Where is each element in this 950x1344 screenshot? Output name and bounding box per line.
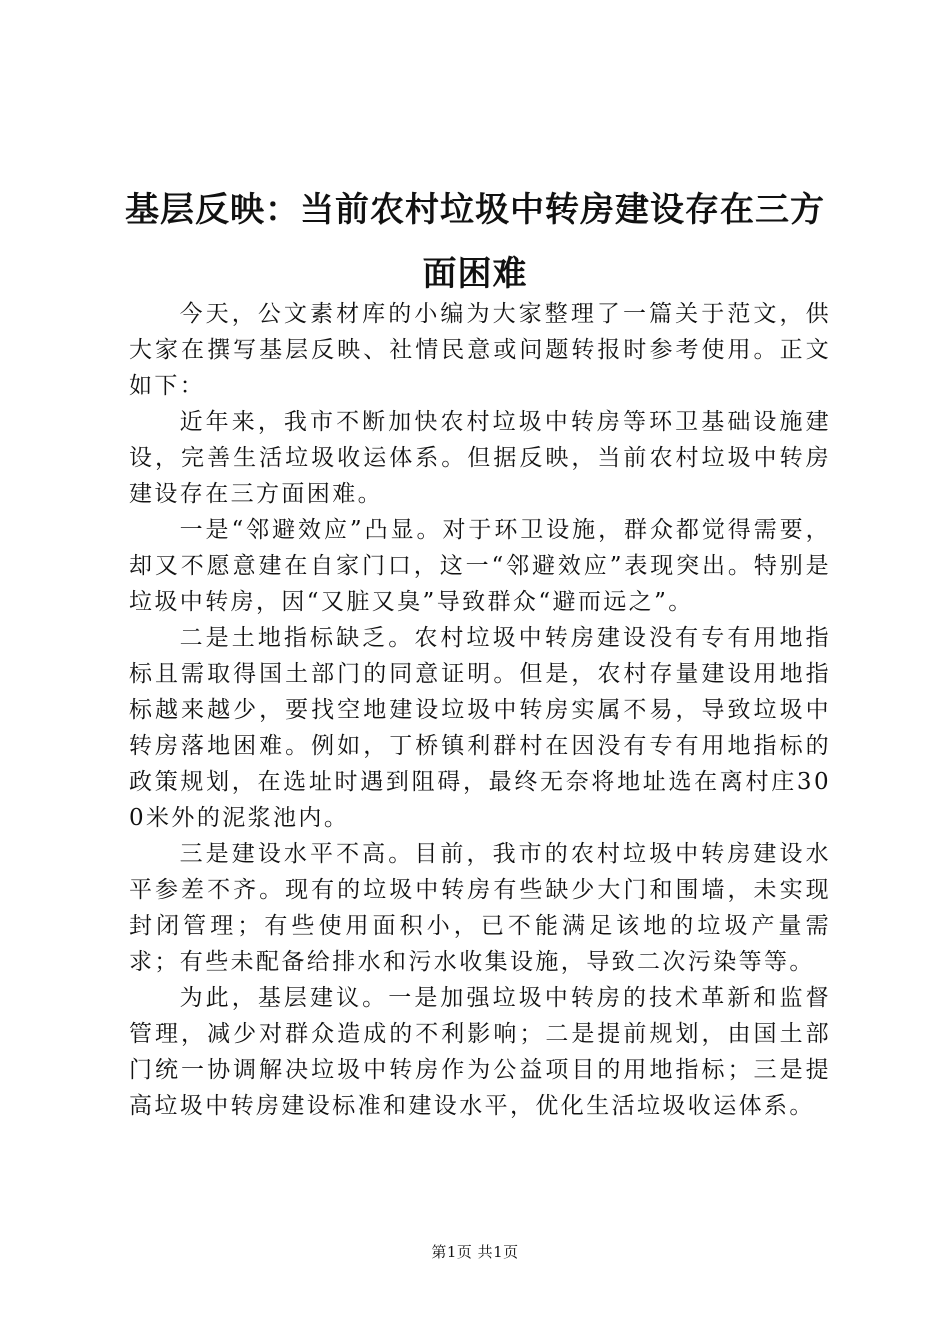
page-number-footer: 第1页 共1页 [431, 1243, 519, 1261]
paragraph-suggestions: 为此，基层建议。一是加强垃圾中转房的技术革新和监督管理，减少对群众造成的不利影响；二是提前规划，由国土部门统一协调解决垃圾中转房作为公益项目的用地指标；三是提高垃圾中转房建设标准和建设水平，优化生活垃圾收运体系。 [129, 985, 831, 1119]
document-title: 基层反映：当前农村垃圾中转房建设存在三方面困难 [125, 190, 825, 294]
document-body [129, 296, 831, 1124]
paragraph-point-two: 二是土地指标缺乏。农村垃圾中转房建设没有专有用地指标且需取得国土部门的同意证明。但是，农村存量建设用地指标越来越少，要找空地建设垃圾中转房实属不易，导致垃圾中转房落地困难。例如，丁桥镇利群村在因没有专有用地指标的政策规划，在选址时遇到阻碍，最终无奈将地址选在离村庄300米外的泥浆池内。 [129, 625, 831, 831]
paragraph-point-one: 一是“邻避效应”凸显。对于环卫设施，群众都觉得需要，却又不愿意建在自家门口，这一“邻避效应”表现突出。特别是垃圾中转房，因“又脏又臭”导致群众“避而远之”。 [129, 517, 831, 615]
paragraph-background: 近年来，我市不断加快农村垃圾中转房等环卫基础设施建设，完善生活垃圾收运体系。但据反映，当前农村垃圾中转房建设存在三方面困难。 [129, 409, 831, 507]
paragraph-intro: 今天，公文素材库的小编为大家整理了一篇关于范文，供大家在撰写基层反映、社情民意或问题转报时参考使用。正文如下： [129, 301, 831, 399]
paragraph-point-three: 三是建设水平不高。目前，我市的农村垃圾中转房建设水平参差不齐。现有的垃圾中转房有些缺少大门和围墙，未实现封闭管理；有些使用面积小，已不能满足该地的垃圾产量需求；有些未配备给排水和污水收集设施，导致二次污染等等。 [129, 841, 831, 975]
